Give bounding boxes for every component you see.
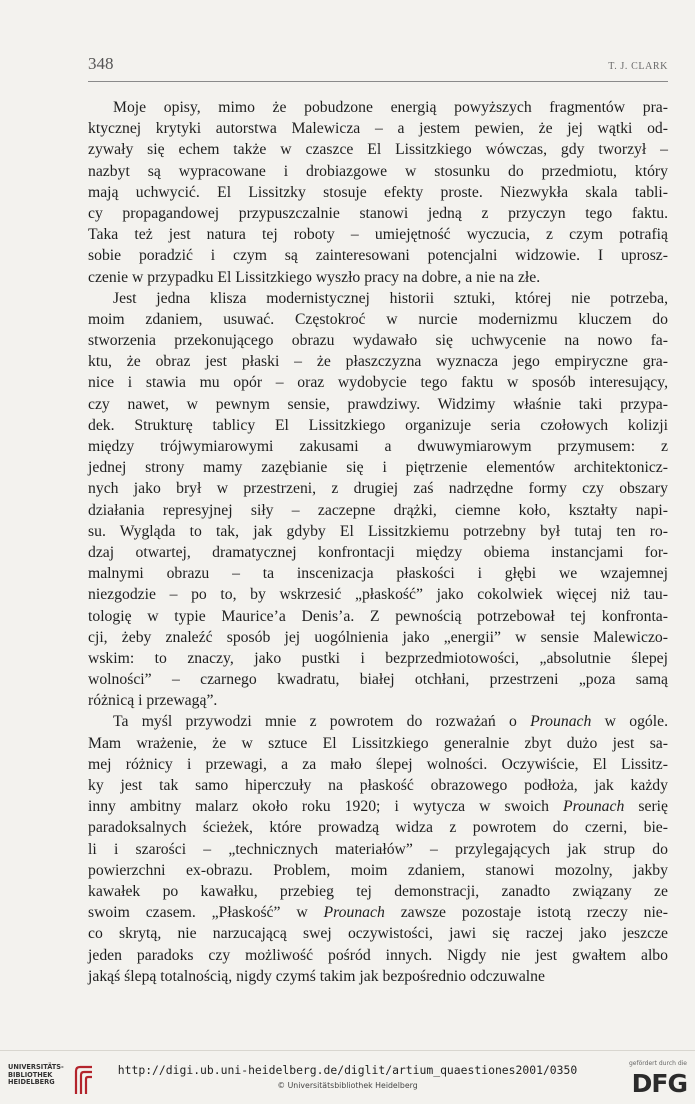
paragraph bbox=[88, 288, 668, 712]
text-line: swoim czasem. „Płaskość” w Prounach zawsze pozostaje istotą rzeczy nie- bbox=[88, 904, 668, 922]
paragraph bbox=[88, 97, 668, 288]
text-line: niezgodzie – po to, by wskrzesić „płaskość” jako cokolwiek więcej niż tau- bbox=[88, 586, 668, 604]
text-line: malnymi obrazu – ta inscenizacja płaskości i głębi we wzajemnej bbox=[88, 565, 668, 583]
dfg-logo: DFG bbox=[631, 1069, 687, 1098]
text-line: sobie poradzić i czym są zainteresowani potencjalni widzowie. I uprosz- bbox=[88, 247, 668, 265]
page-number: 348 bbox=[88, 54, 114, 73]
paragraph bbox=[88, 711, 668, 986]
text-line: tologię w typie Maurice’a Denis’a. Z pewnością potrzebował tej konfronta- bbox=[88, 607, 668, 625]
text-line: powierzchni ex-obrazu. Problem, moim zdaniem, stanowi mozolny, jakby bbox=[88, 861, 668, 879]
text-line: wolności” – czarnego kwadratu, białej otchłani, przestrzeni „poza samą bbox=[88, 671, 668, 689]
running-header bbox=[88, 55, 668, 82]
funding-note: gefördert durch die bbox=[629, 1060, 687, 1067]
text-line: wskim: to znaczy, jako pustki i bezprzedmiotowości, „absolutnie ślepej bbox=[88, 649, 668, 667]
text-line: nice i stawia mu opór – oraz wydobycie tego faktu w sposób interesujący, bbox=[88, 374, 668, 392]
source-url[interactable]: http://digi.ub.uni-heidelberg.de/diglit/artium_quaestiones2001/0350 bbox=[117, 1063, 578, 1077]
text-line: Jest jedna klisza modernistycznej historii sztuki, której nie potrzeba, bbox=[113, 289, 668, 307]
text-line: Moje opisy, mimo że pobudzone energią powyższych fragmentów pra- bbox=[113, 99, 668, 116]
text-line: stworzenia przekonującego obrazu wydawało się uchwycenie na nowo fa- bbox=[88, 332, 668, 350]
text-line: kawałek po kawałku, przebieg tej demonstracji, zanadto związany ze bbox=[88, 882, 668, 900]
copyright-notice: © Universitätsbibliothek Heidelberg bbox=[277, 1081, 418, 1090]
text-line: paradoksalnych ścieżek, które prowadzą widza z powrotem do czerni, bie- bbox=[88, 819, 668, 837]
text-line: mają uchwycić. El Lissitzky stosuje efekty proste. Niezwykła skala tabli- bbox=[88, 183, 668, 201]
dfg-funding-block bbox=[597, 1060, 687, 1100]
text-line: Mam wrażenie, że w sztuce El Lissitzkiego generalnie zbyt dużo jest sa- bbox=[88, 734, 668, 752]
text-line: jednej strony mamy zazębianie się i piętrzenie elementów architektonicz- bbox=[88, 459, 668, 477]
text-line: Taka też jest natura tej roboty – umiejętność wyczucia, z czym potrafią bbox=[88, 226, 668, 244]
text-line: mej różnicy i przewagi, a za mało ślepej wolności. Oczywiście, El Lissitz- bbox=[88, 755, 668, 773]
text-line: moim zdaniem, usuwać. Częstokroć w nurcie modernizmu kluczem do bbox=[88, 310, 668, 328]
text-line: su. Wygląda to tak, jak gdyby El Lissitzkiemu potrzebny był tutaj ten ro- bbox=[88, 522, 668, 540]
text-line: co skrytą, nie narzucającą swej oczywistości, jawi się raczej jako jeszcze bbox=[88, 925, 668, 943]
text-line: między trójwymiarowymi zakusami a dwuwymiarowym przymusem: z bbox=[88, 438, 668, 455]
library-emblem-icon bbox=[72, 1065, 94, 1095]
digitization-footer bbox=[0, 1050, 695, 1104]
text-line: różnicą i przewagą”. bbox=[88, 692, 218, 710]
text-line: zywały się echem także w czaszce El Lissitzkiego wówczas, gdy tworzył – bbox=[88, 141, 668, 159]
text-line: działania represyjnej siły – zaczepne drążki, ciemne koło, kształty napi- bbox=[88, 501, 668, 519]
text-line: cji, żeby znaleźć sposób jej uogólnienia jako „energii” w sensie Malewiczo- bbox=[88, 628, 668, 646]
text-line: czenie w przypadku El Lissitzkiego wyszło pracy na dobre, a nie na złe. bbox=[88, 268, 541, 286]
text-line: czy nawet, w pewnym sensie, prawdziwy. Widzimy właśnie taki przypa- bbox=[88, 395, 668, 413]
text-line: jeden paradoks czy możliwość pośród innych. Nigdy nie jest gwałtem albo bbox=[88, 946, 668, 964]
text-line: nych jako brył w przestrzeni, z drugiej zaś nadrzędne formy czy obszary bbox=[88, 480, 668, 498]
running-head-author: T. J. CLARK bbox=[608, 61, 668, 72]
text-line: cy propagandowej przypuszczalnie stanowi jedną z przyczyn tego faktu. bbox=[88, 204, 668, 222]
text-line: ktycznej krytyki autorstwa Malewicza – a jestem pewien, że jej wątki od- bbox=[88, 120, 668, 138]
text-line: nazbyt są wypracowane i drobiazgowe w stosunku do przedmiotu, który bbox=[88, 162, 668, 180]
body-text bbox=[88, 97, 668, 987]
text-line: li i szarości – „technicznych materiałów” – przylegających jak strup do bbox=[88, 840, 668, 858]
library-name: UNIVERSITÄTS- BIBLIOTHEK HEIDELBERG bbox=[8, 1063, 64, 1087]
university-library-logo bbox=[8, 1064, 98, 1096]
text-line: dzaj otwartej, dramatycznej konfrontacji między obiema instancjami for- bbox=[88, 543, 668, 561]
text-line: inny ambitny malarz około roku 1920; i wytycza w swoich Prounach serię bbox=[88, 798, 669, 816]
text-line: Ta myśl przywodzi mnie z powrotem do rozważań o Prounach w ogóle. bbox=[113, 713, 668, 731]
text-line: ktu, że obraz jest płaski – że płaszczyzna wyznacza jego empiryczne gra- bbox=[88, 353, 668, 371]
text-line: ky jest tak samo hiperczuły na płaskość obrazowego podłoża, jak każdy bbox=[88, 777, 668, 794]
text-line: dek. Strukturę tablicy El Lissitzkiego organizuje seria czołowych kolizji bbox=[88, 416, 668, 434]
text-line: jakąś ślepą totalnością, nigdy czymś takim jak bezpośrednio odczuwalne bbox=[88, 967, 545, 985]
